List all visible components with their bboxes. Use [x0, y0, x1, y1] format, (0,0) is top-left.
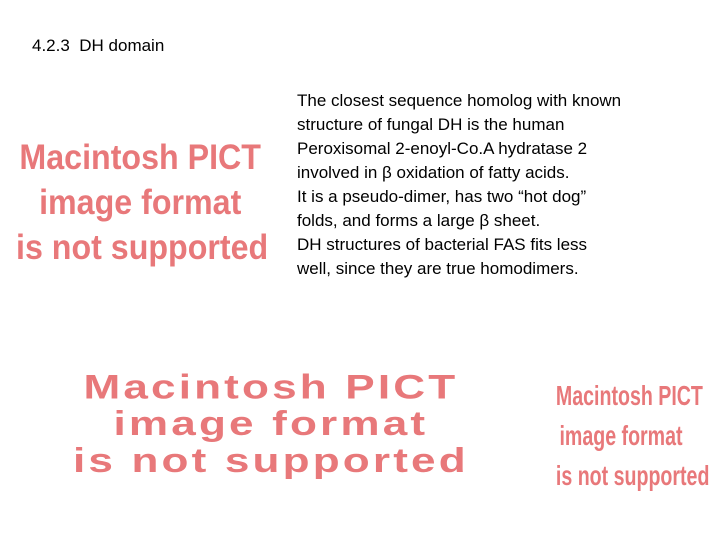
paragraph-line: Peroxisomal 2-enoyl-Co.A hydratase 2	[297, 139, 588, 158]
paragraph-line: involved in β oxidation of fatty acids.	[297, 163, 570, 182]
paragraph-line: structure of fungal DH is the human	[297, 115, 565, 134]
unsupported-image-placeholder	[0, 368, 542, 479]
placeholder-line: image format	[39, 183, 242, 222]
paragraph-line: DH structures of bacterial FAS fits less	[297, 235, 588, 254]
placeholder-line: Macintosh PICT	[19, 138, 261, 177]
placeholder-line: is not supported	[16, 228, 269, 267]
unsupported-image-placeholder	[16, 135, 269, 270]
paragraph-line: It is a pseudo-dimer, has two “hot dog”	[297, 187, 587, 206]
paragraph-line: The closest sequence homolog with known	[297, 91, 622, 110]
paragraph-line: well, since they are true homodimers.	[297, 259, 579, 278]
paragraph-line: folds, and forms a large β sheet.	[297, 211, 541, 230]
section-heading: 4.2.3 DH domain	[32, 36, 165, 55]
unsupported-image-placeholder	[555, 376, 710, 496]
body-paragraph	[297, 89, 707, 281]
placeholder-line: is not supported	[72, 440, 469, 480]
placeholder-line: image format	[559, 420, 683, 451]
placeholder-line: Macintosh PICT	[83, 367, 459, 406]
placeholder-line: Macintosh PICT	[555, 380, 703, 411]
placeholder-line: is not supported	[555, 460, 710, 491]
placeholder-line: image format	[113, 404, 429, 443]
